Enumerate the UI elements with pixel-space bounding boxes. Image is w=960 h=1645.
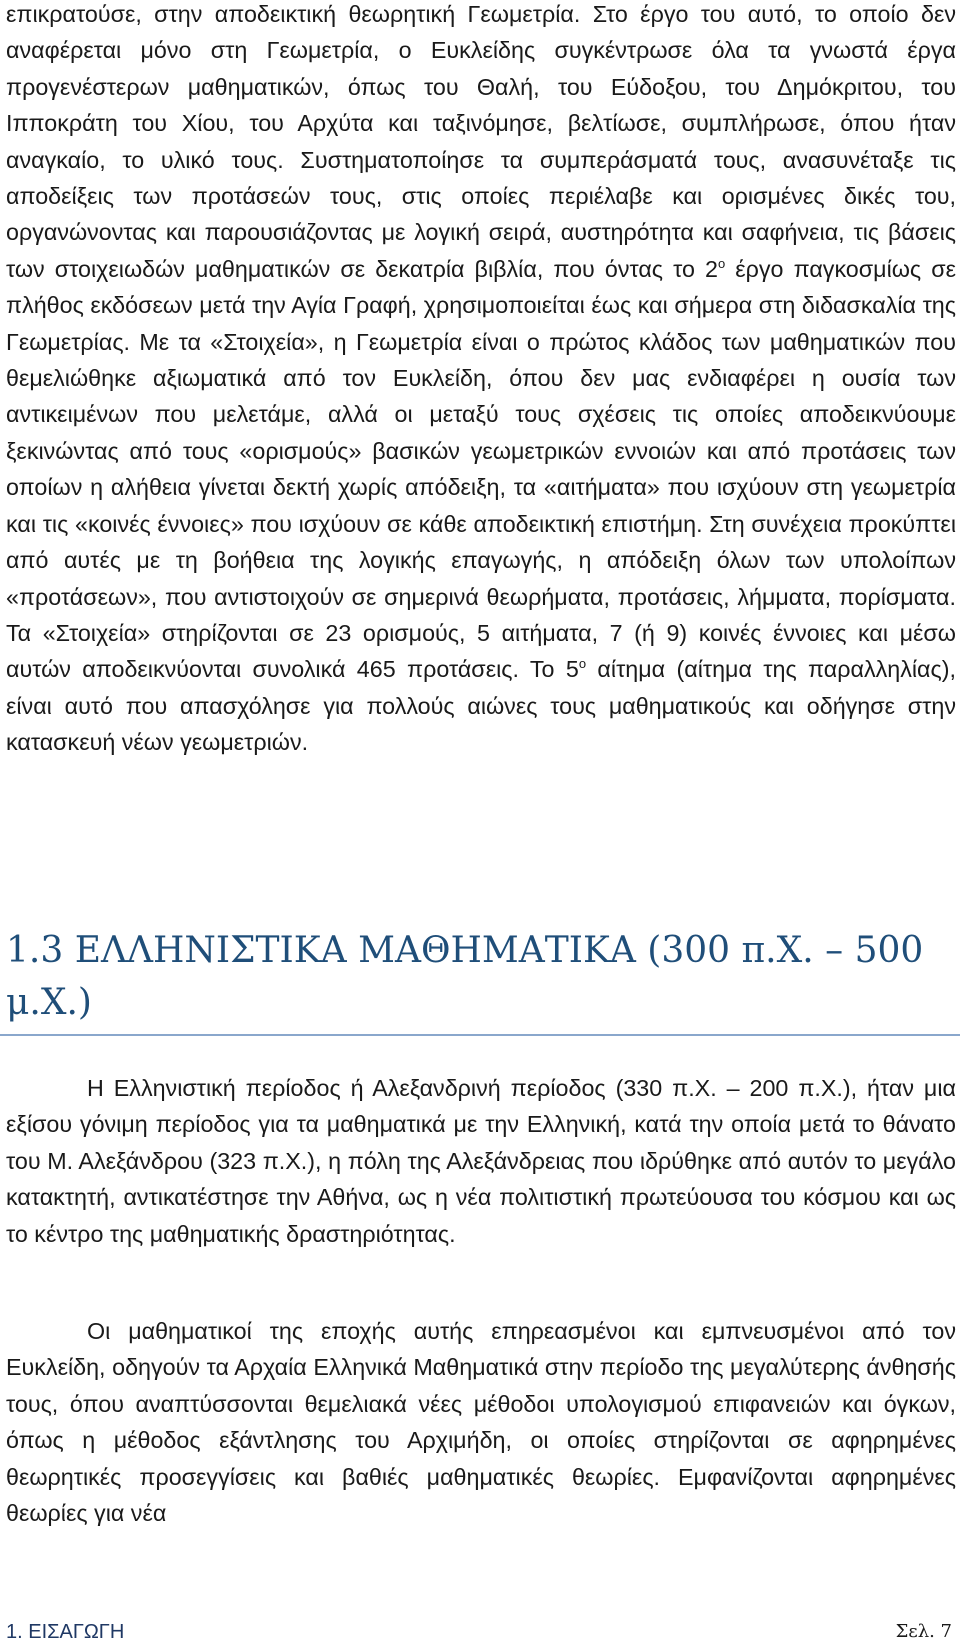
paragraph-euclid-elements bbox=[6, 0, 956, 761]
footer-chapter-title: 1. ΕΙΣΑΓΩΓΗ bbox=[6, 1621, 125, 1643]
paragraph-hellenistic-mathematicians: Οι μαθηματικοί της εποχής αυτής επηρεασμένοι και εμπνευσμένοι από τον Ευκλείδη, οδηγούν τα Αρχαία Ελληνικά Μαθηματικά στην περίοδο της μεγαλύτερης άνθησής τους, όπου αναπτύσσονται θεμελιακά νέες μέθοδοι υπολογισμού επιφανειών και όγκων, όπως η μέθοδος εξάντλησης του Αρχιμήδη, οι οποίες στηρίζονται σε αφηρημένες θεωρητικές προσεγγίσεις και βαθιές μαθηματικές θεωρίες. Εμφανίζονται αφηρημένες θεωρίες για νέα bbox=[6, 1318, 956, 1527]
section-heading: 1.3 ΕΛΛΗΝΙΣΤΙΚΑ ΜΑΘΗΜΑΤΙΚΑ (300 π.Χ. – 500 μ.Χ.) bbox=[6, 930, 924, 1023]
heading-underline-divider bbox=[0, 1034, 960, 1036]
footer-page-number: Σελ. 7 bbox=[895, 1621, 952, 1642]
ordinal-superscript: ο bbox=[717, 256, 726, 272]
paragraph-text: αίτημα (αίτημα της παραλληλίας), είναι αυτό που απασχόλησε για πολλούς αιώνες τους μαθηματικούς και οδήγησε στην κατασκευή νέων γεωμετριών. bbox=[6, 656, 956, 756]
ordinal-superscript: ο bbox=[578, 656, 587, 672]
paragraph-text: έργο παγκοσμίως σε πλήθος εκδόσεων μετά την Αγία Γραφή, χρησιμοποιείται έως και σήμερα στη διδασκαλία της Γεωμετρίας. Με τα «Στοιχεία», η Γεωμετρία είναι ο πρώτος κλάδος των μαθηματικών που θεμελιώθηκε αξιωματικά από τον Ευκλείδη, όπου δεν μας ενδιαφέρει η ουσία των αντικειμένων που μελετάμε, αλλά οι μεταξύ τους σχέσεις τις οποίες αποδεικνύουμε ξεκινώντας από τους «ορισμούς» βασικών γεωμετρικών εννοιών και από προτάσεις των οποίων η αλήθεια γίνεται δεκτή χωρίς απόδειξη, τα «αιτήματα» που ισχύουν στη γεωμετρία και τις «κοινές έννοιες» που ισχύουν σε κάθε αποδεικτική επιστήμη. Στη συνέχεια προκύπτει από αυτές με τη βοήθεια της λογικής επαγωγής, η απόδειξη όλων των υπολοίπων «προτάσεων», που αντιστοιχούν σε σημερινά θεωρήματα, προτάσεις, λήμματα, πορίσματα. Τα «Στοιχεία» στηρίζονται σε 23 ορισμούς, 5 αιτήματα, 7 (ή 9) κοινές έννοιες και μέσω αυτών αποδεικνύονται συνολικά 465 προτάσεις. Το 5 bbox=[6, 255, 956, 683]
paragraph-text: επικρατούσε, στην αποδεικτική θεωρητική Γεωμετρία. Στο έργο του αυτό, το οποίο δεν αναφέρεται μόνο στη Γεωμετρία, ο Ευκλείδης συγκέντρωσε όλα τα γνωστά έργα προγενέστερων μαθηματικών, όπως του Θαλή, του Εύδοξου, του Δημόκριτου, του Ιπποκράτη του Χίου, του Αρχύτα και ταξινόμησε, βελτίωσε, συμπλήρωσε, όπου ήταν αναγκαίο, το υλικό τους. Συστηματοποίησε τα συμπεράσματά τους, ανασυνέταξε τις αποδείξεις των προτάσεών τους, στις οποίες περιέλαβε και ορισμένες δικές του, οργανώνοντας και παρουσιάζοντας με λογική σειρά, αυστηρότητα και σαφήνεια, τις βάσεις των στοιχειωδών μαθηματικών σε δεκατρία βιβλία, που όντας το 2 bbox=[6, 1, 956, 282]
paragraph-hellenistic-period: Η Ελληνιστική περίοδος ή Αλεξανδρινή περίοδος (330 π.Χ. – 200 π.Χ.), ήταν μια εξίσου γόνιμη περίοδος για τα μαθηματικά με την Ελληνική, κατά την οποία μετά το θάνατο του Μ. Αλεξάνδρου (323 π.Χ.), η πόλη της Αλεξάνδρειας που ιδρύθηκε από αυτόν το μεγάλο κατακτητή, αντικατέστησε την Αθήνα, ως η νέα πολιτιστική πρωτεύουσα του κόσμου και ως το κέντρο της μαθηματικής δραστηριότητας. bbox=[6, 1075, 956, 1247]
